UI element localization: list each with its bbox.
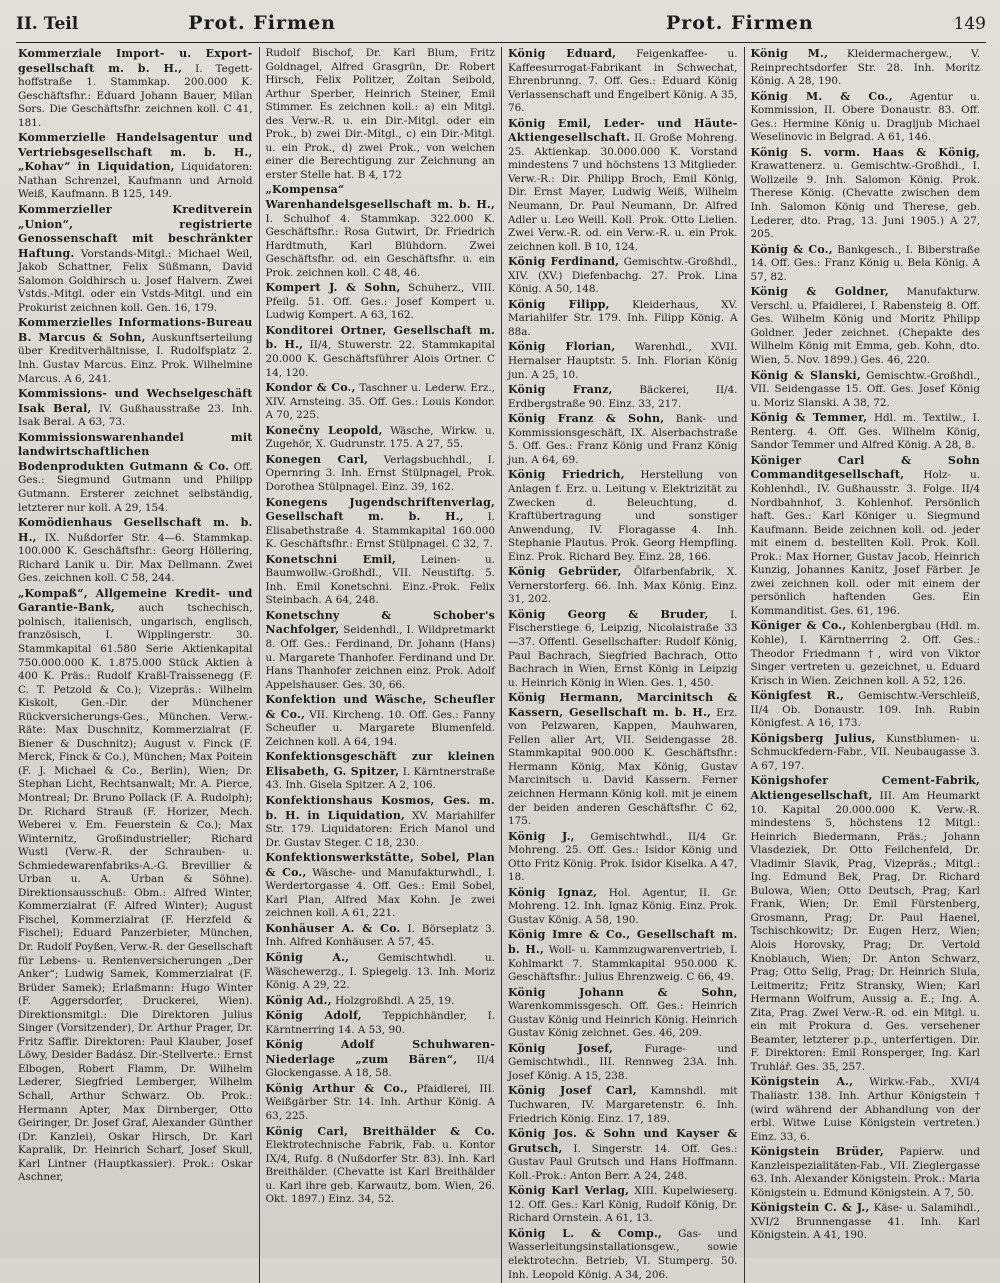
firm-details: I. Schulhof 4. Stammkap. 322.000 K. Geschäftsfhr.: Rosa Gutwirt, Dr. Friedrich Hardtmuth, Karl Blühdorn. Zwei Geschäftsfhr. od. ein Geschäftsfhr. u. ein Prok. zeichnen koll. C 48, 46. xyxy=(265,212,495,279)
page-number: 149 xyxy=(953,14,986,34)
firm-details: Käse- u. Salamihdl., XVI/2 Brunnengasse 41. Inh. Karl Königstein. A 41, 190. xyxy=(750,1202,980,1242)
directory-entry xyxy=(508,383,738,411)
firm-details: Verlagsbuchhdl., I. Opernring 3. Inh. Ernst Stülpnagel, Prok. Dorothea Stülpnagel. Einz. 39, 162. xyxy=(265,453,495,493)
firm-name: König Ad., xyxy=(265,993,332,1007)
directory-entry xyxy=(266,609,496,692)
directory-entry xyxy=(751,90,981,145)
firm-details: Bankgesch., I. Biberstraße 14. Off. Ges.: Franz König u. Bela König. A 57, 82. xyxy=(750,243,980,283)
firm-details: Schuherz., VIII. Pfeilg. 51. Off. Ges.: Josef Kompert u. Ludwig Kompert. A 63, 162. xyxy=(265,282,495,322)
firm-details: Furage- und Gemischtwhdl., III. Rennweg 23A. Inh. Josef König. A 15, 238. xyxy=(508,1042,738,1082)
firm-name: König Hermann, Marcinitsch & Kassern, Gesellschaft m. b. H., xyxy=(508,691,738,719)
running-titles xyxy=(188,12,813,34)
firm-details: Vorstands-Mitgl.: Michael Weil, Jakob Schattner, Felix Süßmann, David Salomon Goldhirsch u. Josef Halvern. Zwei Vstds.-Mitgl. oder ein Vstds-Mitgl. und ein Prokurist zeichnen koll. Gen. 16, 179. xyxy=(18,247,253,314)
firm-details: Feigenkaffee- u. Kaffeesurrogat-Fabrikant in Schwechat, Ehrenbrunng. 7. Off. Ges.: Eduard König Verlassenschaft und Engelbert König. A 35, 76. xyxy=(508,48,738,115)
firm-details: Gemischtw.-Großhdl., XIV. (XV.) Diefenbachg. 27. Prok. Lina König. A 50, 148. xyxy=(508,256,738,296)
firm-name: König M., xyxy=(750,47,829,60)
firm-details: Warenhdl., XVII. Hernalser Hauptstr. 5. Inh. Florian König jun. A 25, 10. xyxy=(508,341,738,381)
firm-name: König Johann & Sohn, xyxy=(508,985,738,999)
directory-entry xyxy=(266,381,496,423)
firm-details: Gemischtw.-Verschleiß, II/4 Ob. Donaustr. 109. Inh. Rubin Königfest. A 16, 173. xyxy=(750,690,980,730)
firm-details: Pfaidlerei, III. Weißgärber Str. 14. Inh. Arthur König. A 63, 225. xyxy=(265,1082,495,1123)
directory-entry xyxy=(508,928,738,984)
firm-name: Königshofer Cement-Fabrik, Aktiengesellschaft, xyxy=(750,774,980,802)
firm-details: Kamnshdl. mit Tuchwaren, IV. Margaretenstr. 6. Inh. Friedrich König. Einz. 17, 189. xyxy=(508,1085,738,1125)
firm-details: XIII. Kupelwieserg. 12. Off. Ges.: Karl König, Rudolf König, Dr. Richard Ornstein. A 61, 13. xyxy=(508,1185,738,1225)
firm-name: König Ignaz, xyxy=(508,885,598,899)
firm-name: König Imre & Co., Gesellschaft m. b. H., xyxy=(508,928,738,956)
firm-name: Konetschny & Schober's Nachfolger, xyxy=(265,608,495,637)
directory-entry xyxy=(18,203,253,315)
firm-details: II. Große Mohreng. 25. Aktienkap. 30.000.000 K. Vorstand mindestens 7 und höchstens 13 Mitglieder. Verw.-R.: Dir. Philipp Broch, Emil König, Dir. Ernst Mayer, Ludwig Weiß, Wilhelm Neumann, Dr. Paul Neumann, Dr. Alfred Adler u. Leo Weill. Koll. Prok. Otto Lielien. Zwei Verw.-R. od. ein Verw.-R. u. ein Prok. zeichnen koll. B 10, 124. xyxy=(508,132,738,253)
firm-name: „Kompaß“, Allgemeine Kredit- und Garantie-Bank, xyxy=(18,586,253,615)
directory-entry xyxy=(751,47,981,89)
firm-details: I. Fischerstiege 6, Leipzig, Nicolaistraße 33—37. Offentl. Gesellschafter: Rudolf König, Paul Bachrach, Siegfried Bachrach, Otto Bachrach in Wien, Ernst König in Leipzig u. Heinrich König in Wien. Ges. 1, 450. xyxy=(508,608,738,689)
firm-name: Königstein C. & J., xyxy=(750,1201,870,1215)
directory-entry xyxy=(751,732,981,774)
firm-details: Agentur u. Kommission, II. Obere Donaustr. 83. Off. Ges.: Hermine König u. Dragljub Michael Weselinovic in Belgrad. A 61, 146. xyxy=(750,90,980,144)
directory-entry xyxy=(266,453,496,495)
firm-name: Konfektionsgeschäft zur kleinen Elisabeth, G. Spitzer, xyxy=(265,750,495,778)
directory-entry xyxy=(751,146,981,242)
firm-name: Königsberg Julius, xyxy=(750,731,876,745)
directory-entry xyxy=(508,255,738,297)
firm-name: König Eduard, xyxy=(508,47,617,60)
directory-entry xyxy=(751,689,981,731)
directory-entry xyxy=(18,131,253,202)
part-label: II. Teil xyxy=(16,14,79,34)
directory-entry xyxy=(751,454,981,619)
firm-details: Wäsche- und Manufakturwhdl., I. Werdertorgasse 4. Off. Ges.: Emil Sobel, Karl Plan, Alfred Max Kohn. Je zwei zeichnen koll. A 61, 221. xyxy=(265,866,495,920)
firm-details: Gemischtwhdl. u. Wäschewerzg., I. Spiegelg. 13. Inh. Moriz König. A 29, 22. xyxy=(265,952,495,992)
firm-name: König Florian, xyxy=(508,340,616,354)
firm-name: Kommerzieller Kreditverein „Union“, registrierte Genossenschaft mit beschränkter Haftung. xyxy=(18,203,253,260)
directory-entry xyxy=(266,1009,496,1037)
directory-entry xyxy=(508,691,738,828)
firm-name: König Gebrüder, xyxy=(508,565,622,579)
firm-name: Kommissions- und Wechselgeschäft Isak Beral, xyxy=(18,387,253,415)
firm-name: Kommerzielle Handelsagentur und Vertriebsgesellschaft m. b. H., „Kohav“ in Liquidation, xyxy=(18,131,253,174)
firm-details: XV. Mariahilfer Str. 179. Liquidatoren: Erich Manol und Dr. Gustav Steger. C 18, 230. xyxy=(265,809,495,849)
firm-details: auch tschechisch, polnisch, italienisch, ungarisch, englisch, französisch, I. Wipplingerstr. 30. Stammkapital 61.580 Serie Aktienkapital 750.000.000 K. 1.875.000 Stück Aktien à 400 K. Präs.: Rudolf Kraßl-Traissenegg (F. C. T. Petzold & Co.); Vizepräs.: Wilhelm Kiskolt, Gen.-Dir. der Münchener Rückversicherungs-Ges., München. Verw.-Räte: Max Duschnitz, Kommerzialrat (F. Biener & Duschnitz); August v. Finck (F. Merck, Finck & Co.), München; Max Poitein (F. J. Michael & Co., Berlin), Wien; Dr. Stephan Licht, Rechtsanwalt; Mr. A. Pierce, Montreal; Dr. Bruno Pollack (F. A. Rudolph); Dr. Richard Strauß (F. Horizer, Mech. Weberei v. Em. Feuerstein & Co.); Max Winternitz, Großindustrieller; Richard Wustl (Verw.-R. der Schrauben- u. Schmiedewarenfabriks-A.-G. Brevillier & Urban u. A. Urban & Söhne). Direktionsausschuß: Obm.: Alfred Winter, Kommerzialrat (F. Alfred Winter); August Fischel, Kommerzialrat (F. Herzfeld & Fischel); Eduard Panzerbieter, München, Dr. Rudolf Poyßen, Verw.-R. der Gesellschaft für Lebens- u. Rentenversicherungen „Der Anker“; Ludwig Samek, Kommerzialrat (F. Brüder Samek); Erlaßmann: Hugo Winter (F. Aggersdorfer, Druckerei, Wien). Direktionsmitgl.: Die Direktoren Julius Singer (Vorsitzender), Dr. Arthur Prager, Dr. Fritz Saffir. Direktoren: Paul Klauber, Josef Löwy, Desider Badász. Dir.-Stellverte.: Ernst Elbogen, Robert Flamm, Dr. Wilhelm Lederer, Siegfried Lemberger, Wilhelm Schall, Arthur Schwarz. Ob. Prok.: Hermann Apter, Max Dirnberger, Otto Geiringer, Dr. Josef Graf, Alexander Günther (Dr. Kanzlei), Oskar Hirsch, Dr. Karl Kapralik, Dr. Heinrich Scharf, Josef Skull, Karl Lintner (Hauptkassier). Prok.: Oskar Aschner, xyxy=(18,602,253,1184)
firm-details: Holzgroßhdl. A 25, 19. xyxy=(335,994,455,1007)
firm-name: König Ferdinand, xyxy=(508,255,620,269)
firm-details: IX. Nußdorfer Str. 4—6. Stammkap. 100.000 K. Geschäftsfhr.: Georg Höllering, Richard Lanik u. Dir. Max Dellmann. Zwei Ges. zeichnen koll. C 58, 244. xyxy=(18,531,253,585)
directory-entry xyxy=(508,830,738,885)
firm-details: I. Elisabethstraße 4. Stammkapital 160.000 K. Geschäftsfhr.: Ernst Stülpnagel. C 32, 7. xyxy=(265,511,495,551)
directory-entry xyxy=(508,340,738,382)
directory-entry xyxy=(751,243,981,285)
directory-entry xyxy=(266,1082,496,1124)
firm-name: Königstein Brüder, xyxy=(750,1145,884,1159)
firm-details: II/4, Stuwerstr. 22. Stammkapital 20.000 K. Geschäftsführer Alois Ortner. C 14, 120. xyxy=(265,339,496,379)
firm-name: „Kompensa“ Warenhandelsgesellschaft m. b. H., xyxy=(265,183,495,212)
directory-entry xyxy=(266,424,496,452)
directory-entry xyxy=(508,47,738,116)
directory-entry xyxy=(266,922,496,950)
directory-entry xyxy=(508,1227,738,1282)
firm-name: Kondor & Co., xyxy=(265,381,356,395)
firm-details: Kleidermachergew., V. Reinprechtsdorfer Str. 28. Inh. Moritz König. A 28, 190. xyxy=(750,48,980,88)
firm-details: Wäsche, Wirkw. u. Zugehör, X. Gudrunstr. 175. A 27, 55. xyxy=(265,424,495,451)
firm-details: Warenkommissgesch. Off. Ges.: Heinrich Gustav König und Heinrich König. Heinrich Gustav König zeichnet. Ges. 46, 209. xyxy=(508,1000,738,1040)
firm-details: I. Singerstr. 14. Off. Ges.: Gustav Paul Grutsch und Hans Hoffmann. Koll.-Prok.: Anton Berr. A 24, 248. xyxy=(508,1142,738,1182)
firm-name: König Emil, Leder- und Häute-Aktiengesellschaft. xyxy=(508,116,738,145)
firm-details: Teppichhändler, I. Kärntnerring 14. A 53, 90. xyxy=(265,1010,495,1036)
firm-details: Kleiderhaus, XV. Mariahilfer Str. 179. Inh. Filipp König. A 88a. xyxy=(508,298,738,338)
firm-details: I. Tegett-hoffstraße 1. Stammkap. 200.000 K. Geschäftsfhr.: Eduard Johann Bauer, Milan Sors. Die Geschäftsfhr. zeichnen koll. C 41, 181. xyxy=(18,62,253,129)
firm-details: Hdl. m. Textilw., I. Renterg. 4. Off. Ges. Wilhelm König, Sandor Temmer und Alfred König. A 28, 8. xyxy=(750,412,980,452)
firm-details: Hol. Agentur, II. Gr. Mohreng. 12. Inh. Ignaz König. Einz. Prok. Gustav König. A 58, 190. xyxy=(508,886,738,926)
firm-name: König & Temmer, xyxy=(750,411,868,425)
directory-entry xyxy=(266,324,496,380)
firm-details: Gemischtwhdl., II/4 Gr. Mohreng. 25. Off. Ges.: Isidor König und Otto Fritz König. Prok. Isidor Kiselka. A 47, 18. xyxy=(508,830,738,884)
directory-entry xyxy=(266,693,496,749)
directory-entry xyxy=(508,986,738,1041)
directory-entry xyxy=(751,1145,981,1200)
firm-name: Königer & Co., xyxy=(750,619,847,633)
directory-entry xyxy=(751,619,981,688)
firm-details: Seidenhdl., I. Wildpretmarkt 8. Off. Ges.: Ferdinand, Dr. Johann (Hans) u. Margarete Thanhofer. Ferdinand und Dr. Hans Thanhofer zeichnen einz. Prok. Adolf Appelshauser. Ges. 30, 66. xyxy=(265,624,495,691)
firm-name: König Georg & Bruder, xyxy=(508,607,709,621)
firm-name: König L. & Comp., xyxy=(508,1226,663,1240)
directory-entry xyxy=(18,516,253,586)
column-4 xyxy=(744,47,987,1283)
directory-entry xyxy=(266,1125,496,1207)
firm-name: König & Goldner, xyxy=(750,285,889,299)
firm-details: Kohlenbergbau (Hdl. m. Kohle), I. Kärntnerring 2. Off. Ges.: Theodor Friedmann †, wird von Viktor Singer vertreten u. gezeichnet, u. Eduard Krisch in Wien. Zeichnen koll. A 52, 126. xyxy=(750,620,980,687)
firm-details: Erz. von Pelzwaren, Kappen, Mauhwaren, Fellen aller Art, VII. Seidengasse 28. Stammkapital 900.000 K. Geschäftsfhr.: Hermann König, Max König, Gustav Marcinitsch u. David Kassern. Ferner zeichnen Hermann König koll. mit je einem der beiden anderen Geschäftsfhr. C 62, 175. xyxy=(508,706,738,828)
directory-entry xyxy=(266,47,496,182)
firm-name: König Carl, Breithälder & Co. xyxy=(265,1124,495,1138)
firm-details: Holz- u. Kohlenhdl., IV. Gußhausstr. 3. Folge. II/4 Nordbahnhof, 3. Kohlenhof. Persönlich haft. Ges.: Karl Königer u. Siegmund Kaufmann. Beide zeichnen koll. od. jeder mit einem d. bestellten Koll. Prok. Koll. Prok.: Max Horner, Gustav Jacob, Heinrich Kunzig, Johannes Kanitz, Josef Färber. Je zwei zeichnen koll. oder mit einem der persönlich haftenden Ges. Ein Kommanditist. Ges. 61, 196. xyxy=(750,469,980,617)
column-2 xyxy=(259,47,502,1283)
firm-details: III. Am Heumarkt 10. Kapital 20.000.000 K. Verw.-R. mindestens 5, höchstens 12 Mitgl.: Heinrich Biedermann, Präs.; Johann Vlasdeziek, Dr. Otto Feilchenfeld, Dr. Vladimir Slavik, Prag, Vizepräs.; Mitgl.: Ing. Edmund Bek, Prag, Dr. Richard Bulowa, Wien; Otto Deutsch, Prag; Karl Frank, Wien; Dr. Emil Fürstenberg, Grosmann, Prag; Dr. Paul Haenel, Tschischkowitz; Dr. Eugen Herz, Wien; Alois Horovsky, Prag; Dr. Vertold Knoblauch, Wien; Dr. Anton Schwarz, Prag; Otto Selig, Prag; Dr. Heinrich Slula, Leitmeritz; Fritz Stransky, Wien; Karl Hermann Wolfrum, Aussig a. E.; Ing. A. Zita, Prag. Zwei Verw.-R. od. ein Mitgl. u. ein mit Prokura d. Ges. versehener Beamter, letzterer p.p., unterfertigen. Dir. F. Direktoren: Emil Ronsperger, Ing. Karl Truhlář. Ges. 35, 257. xyxy=(750,789,980,1073)
directory-entry xyxy=(751,411,981,453)
directory-entry xyxy=(18,587,253,1185)
firm-details: Papierw. und Kanzleispezialitäten-Fab., VII. Zieglergasse 63. Inh. Alexander Königstein. Prok.: Maria Königstein u. Edmund Königstein. A 7, 50. xyxy=(750,1146,980,1199)
directory-entry xyxy=(508,1184,738,1226)
directory-entry xyxy=(266,183,496,280)
firm-name: König Adolf, xyxy=(265,1009,362,1023)
columns-container xyxy=(16,47,986,1281)
firm-details: Taschner u. Lederw. Erz., XIV. Arnsteing. 35. Off. Ges.: Louis Kondor. A 70, 225. xyxy=(265,382,495,422)
firm-details: IV. Gußhausstraße 23. Inh. Isak Beral. A 63, 73. xyxy=(18,402,253,429)
firm-details: Elektrotechnische Fabrik, Fab. u. Kontor IX/4, Rufg. 8 (Nußdorfer Str. 83). Inh. Karl Breithälder. (Chevatte ist Karl Breithälder u. Karl ihre geb. Karwautz, bom. Wien, 26. Okt. 1897.) Einz. 34, 52. xyxy=(265,1139,495,1206)
directory-entry xyxy=(508,886,738,928)
firm-details: Leinen- u. Baumwollw.-Großhdl., VII. Neustiftg. 5. Inh. Emil Konetschni. Einz.-Prok. Felix Steinbach. A 64, 248. xyxy=(265,553,495,607)
directory-entry xyxy=(18,316,253,386)
directory-entry xyxy=(751,1075,981,1144)
directory-entry xyxy=(508,412,738,467)
firm-name: Konečny Leopold, xyxy=(265,423,383,437)
directory-entry xyxy=(18,431,253,515)
firm-name: Kompert J. & Sohn, xyxy=(265,281,401,295)
running-title-right: Prot. Firmen xyxy=(666,12,814,34)
directory-entry xyxy=(508,298,738,340)
firm-details: Off. Ges.: Siegmund Gutmann und Philipp Gutmann. Ersterer zeichnet selbständig, letzterer nur koll. A 29, 154. xyxy=(18,460,253,514)
directory-entry xyxy=(508,117,738,254)
firm-name: König Karl Verlag, xyxy=(508,1184,630,1198)
firm-name: Königfest R., xyxy=(750,689,845,703)
firm-name: König & Co., xyxy=(750,242,833,256)
directory-entry xyxy=(266,750,496,793)
firm-name: Kommissionswarenhandel mit landwirtschaftlichen Bodenprodukten Gutmann & Co. xyxy=(18,430,253,473)
firm-name: König Arthur & Co., xyxy=(265,1081,408,1095)
page-header xyxy=(16,12,986,43)
directory-entry xyxy=(18,387,253,430)
firm-details: Kunstblumen- u. Schmuckfedern-Fabr., VII. Neubaugasse 3. A 67, 197. xyxy=(750,732,980,772)
firm-name: Konditorei Ortner, Gesellschaft m. b. H., xyxy=(265,323,495,352)
directory-entry xyxy=(508,1084,738,1126)
directory-entry xyxy=(266,794,496,850)
firm-name: König Friedrich, xyxy=(508,468,625,482)
directory-entry xyxy=(266,994,496,1009)
firm-name: Konetschni Emil, xyxy=(265,552,397,566)
directory-entry xyxy=(266,851,496,921)
firm-details: Rudolf Bischof, Dr. Karl Blum, Fritz Goldnagel, Alfred Grasgrün, Dr. Robert Hirsch, Felix Politzer, Zoltan Seibold, Arthur Sperber, Heinrich Steiner, Emil Stimmer. Es zeichnen koll.: a) ein Mitgl. des Verw.-R. u. ein Dir.-Mitgl. oder ein Prok., b) zwei Dir.-Mitgl., c) ein Dir.-Mitgl. u. ein Prok., d) zwei Prok., von welchen einer die Berechtigung zur Zeichnung an erster Stelle hat. B 4, 172 xyxy=(265,47,495,181)
firm-name: Königstein A., xyxy=(750,1075,854,1089)
firm-details: Ölfarbenfabrik, X. Vernerstorferg. 66. Inh. Max König. Einz. 31, 202. xyxy=(508,566,738,606)
firm-name: Kommerziale Import- u. Export-gesellschaft m. b. H., xyxy=(18,47,253,75)
directory-entry xyxy=(266,1038,496,1081)
firm-name: Konegen Carl, xyxy=(265,452,369,466)
firm-name: Konfektion und Wäsche, Scheufler & Co., xyxy=(265,693,495,721)
firm-details: Liquidatoren: Nathan Schrenzel, Kaufmann und Arnold Weiß, Kaufmann. B 125, 149. xyxy=(18,161,253,201)
firm-details: Wirkw.-Fab., XVI/4 Thaliastr. 138. Inh. Arthur Königstein † (wird während der Abhandlung von der erbl. Witwe Luise Königstein vertreten.) Einz. 33, 6. xyxy=(750,1076,981,1143)
firm-name: König Filipp, xyxy=(508,297,610,311)
firm-name: König Franz, xyxy=(508,383,613,397)
firm-details: Gas- und Wasserleitungsinstallationsgew., sowie elektrotechn. Betrieb, VI. Stumperg. 50. Inh. Leopold König. A 34, 206. xyxy=(508,1227,738,1281)
firm-details: Gemischtw.-Großhdl., VII. Seidengasse 15. Off. Ges. Josef König u. Moriz Slanski. A 38, 72. xyxy=(750,369,980,409)
firm-details: Krawattenerz. u. Gemischtw.-Großhdl., I. Wollzeile 9. Inh. Salomon König. Prok. Therese König. (Chevatte zwischen dem Inh. Salomon König und Therese, geb. Lederer, dto. Prag, 13. Juni 1905.) A 27, 205. xyxy=(750,160,980,241)
directory-entry xyxy=(18,47,253,130)
firm-name: König Adolf Schuhwaren-Niederlage „zum Bären“, xyxy=(265,1038,495,1066)
firm-details: I. Börseplatz 3. Inh. Alfred Konhäuser. A 57, 45. xyxy=(265,922,495,949)
directory-entry xyxy=(508,1042,738,1084)
firm-name: Konegens Jugendschriftenverlag, Gesellschaft m. b. H., xyxy=(265,495,495,524)
directory-entry xyxy=(266,951,496,993)
firm-details: Herstellung von Anlagen f. Erz. u. Leitung v. Elektrizität zu Zwecken d. Beleuchtung, d. Kraftübertragung und sonstiger Anwendung, IV. Floragasse 4. Inh. Stephanie Plautus. Prok. Georg Hempfling. Einz. Prok. Richard Bey. Einz. 28, 166. xyxy=(508,469,738,563)
firm-name: König Jos. & Sohn und Kayser & Grutsch, xyxy=(508,1127,738,1155)
firm-name: Komödienhaus Gesellschaft m. b. H., xyxy=(18,516,253,544)
firm-details: Bäckerei, II/4. Erdbergstraße 90. Einz. 33, 217. xyxy=(508,384,738,410)
firm-details: Bank- und Kommissionsgeschäft, IX. Alserbachstraße 5. Off. Ges.: Franz König und Franz König jun. A 64, 69. xyxy=(508,413,738,466)
firm-name: Konfektionshaus Kosmos, Ges. m. b. H. in Liquidation, xyxy=(265,793,495,822)
directory-entry xyxy=(266,281,496,323)
directory-entry xyxy=(751,369,981,411)
directory-entry xyxy=(508,468,738,564)
directory-entry xyxy=(751,774,981,1074)
firm-name: König S. vorm. Haas & König, xyxy=(750,145,980,159)
firm-name: König Franz & Sohn, xyxy=(508,412,665,426)
firm-name: Konfektionswerkstätte, Sobel, Plan & Co., xyxy=(265,851,495,879)
directory-entry xyxy=(508,608,738,690)
firm-name: König Josef, xyxy=(508,1041,614,1055)
firm-name: König A., xyxy=(265,951,350,964)
firm-name: König M. & Co., xyxy=(750,89,893,103)
firm-name: König J., xyxy=(508,829,575,843)
directory-entry xyxy=(508,565,738,607)
directory-entry xyxy=(266,553,496,608)
firm-details: Manufakturw. Verschl. u. Pfaidlerei, I. Rabensteig 8. Off. Ges. Wilhelm König und Moritz Philipp Goldner. Jeder zeichnet. (Chepakte des Wilhelm König mit Emma, geb. Kohn, dto. Wien, 5. Nov. 1899.) Ges. 46, 220. xyxy=(750,286,980,367)
firm-details: Auskunftserteilung über Kreditverhältnisse, I. Rudolfsplatz 2. Inh. Gustav Marcus. Einz. Prok. Wilhelmine Marcus. A 6, 241. xyxy=(18,331,253,385)
running-title-left: Prot. Firmen xyxy=(188,12,336,34)
directory-entry xyxy=(751,1201,981,1243)
firm-details: Woll- u. Kammzugwarenvertrieb, I. Kohlmarkt 7. Stammkapital 950.000 K. Geschäftsfhr.: Julius Ehrenzweig. C 66, 49. xyxy=(508,944,738,984)
directory-entry xyxy=(508,1127,738,1183)
firm-details: I. Kärntnerstraße 43. Inh. Gisela Spitzer. A 2, 106. xyxy=(265,765,495,792)
firm-details: II/4 Glockengasse. A 18, 58. xyxy=(265,1053,495,1080)
firm-name: Königer Carl & Sohn Commanditgesellschaft, xyxy=(750,453,980,482)
column-1 xyxy=(16,47,259,1283)
directory-entry xyxy=(266,496,496,552)
column-3 xyxy=(501,47,744,1283)
firm-name: Kommerzielles Informations-Bureau B. Marcus & Sohn, xyxy=(18,316,253,344)
firm-name: König & Slanski, xyxy=(750,368,861,382)
directory-entry xyxy=(751,285,981,367)
firm-details: VII. Kircheng. 10. Off. Ges.: Fanny Scheufler u. Margarete Blumenfeld. Zeichnen koll. A 64, 194. xyxy=(265,708,495,748)
firm-name: König Josef Carl, xyxy=(508,1084,637,1098)
firm-name: Konhäuser A. & Co. xyxy=(265,921,401,935)
